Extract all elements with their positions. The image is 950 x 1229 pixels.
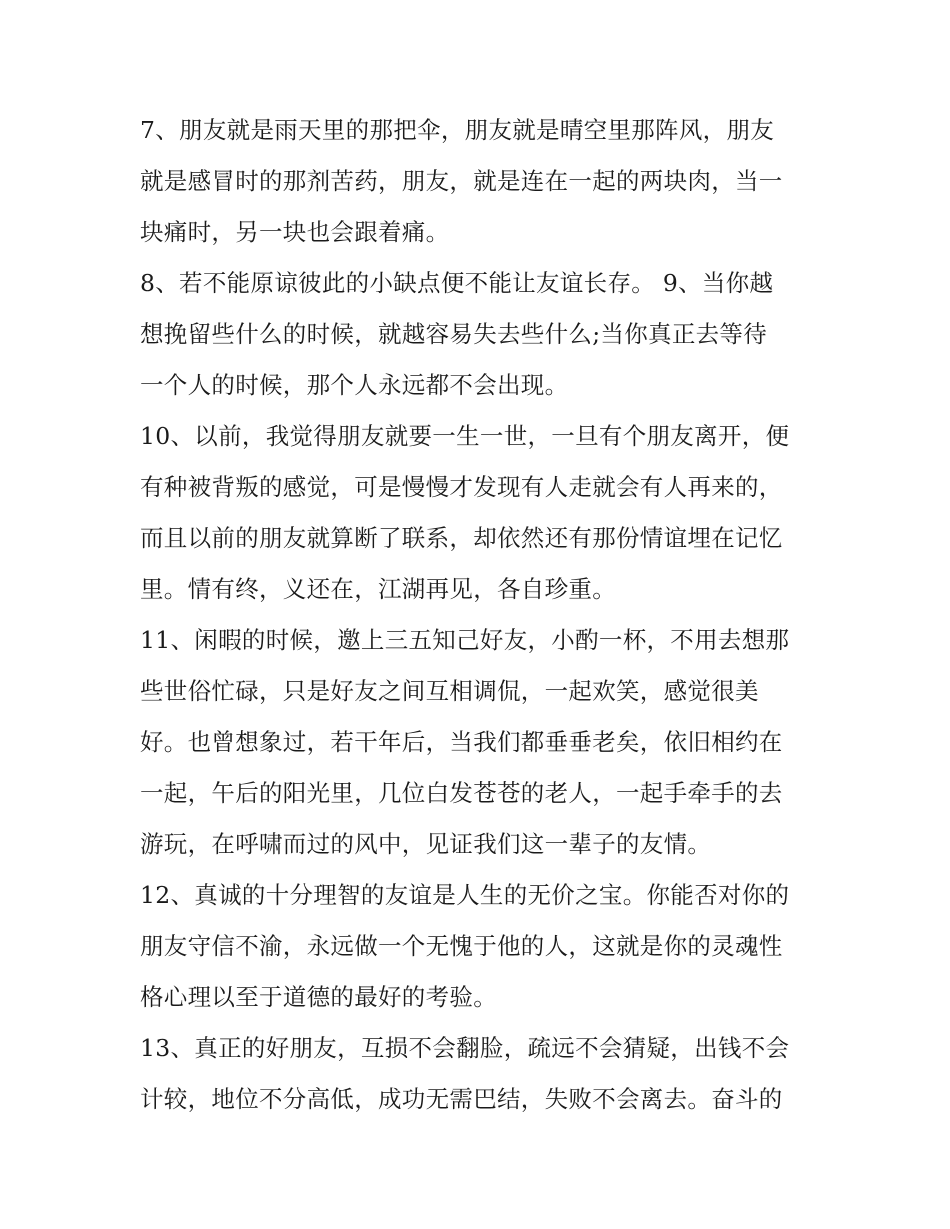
- text-line: 7、朋友就是雨天里的那把伞，朋友就是晴空里那阵风，朋友: [140, 116, 775, 144]
- paragraph-10: [140, 411, 815, 615]
- paragraph-8-9: [140, 258, 815, 411]
- text-line: 一个人的时候，那个人永远都不会出现。: [140, 371, 569, 399]
- text-line: 块痛时，另一块也会跟着痛。: [140, 218, 450, 246]
- text-line: 些世俗忙碌，只是好友之间互相调侃，一起欢笑，感觉很美: [140, 677, 759, 705]
- text-line: 朋友守信不渝，永远做一个无愧于他的人，这就是你的灵魂性: [140, 932, 783, 960]
- text-line: 而且以前的朋友就算断了联系，却依然还有那份情谊埋在记忆: [140, 524, 783, 552]
- text-line: 里。情有终，义还在，江湖再见，各自珍重。: [140, 575, 616, 603]
- paragraph-7: [140, 105, 815, 258]
- text-line: 8、若不能原谅彼此的小缺点便不能让友谊长存。 9、当你越: [140, 269, 774, 297]
- text-line: 就是感冒时的那剂苦药，朋友，就是连在一起的两块肉，当一: [140, 167, 783, 195]
- text-line: 一起，午后的阳光里，几位白发苍苍的老人，一起手牵手的去: [140, 779, 783, 807]
- text-line: 计较，地位不分高低，成功无需巴结，失败不会离去。奋斗的: [140, 1085, 783, 1113]
- text-line: 11、闲暇的时候，邀上三五知己好友，小酌一杯，不用去想那: [140, 626, 790, 654]
- paragraph-11: [140, 615, 815, 870]
- text-line: 10、以前，我觉得朋友就要一生一世，一旦有个朋友离开，便: [140, 422, 790, 450]
- text-line: 有种被背叛的感觉，可是慢慢才发现有人走就会有人再来的，: [140, 473, 783, 501]
- paragraph-12: [140, 870, 815, 1023]
- text-line: 13、真正的好朋友，互损不会翻脸，疏远不会猜疑，出钱不会: [140, 1034, 790, 1062]
- document-body: [140, 105, 815, 1125]
- paragraph-13: [140, 1023, 815, 1125]
- text-line: 12、真诚的十分理智的友谊是人生的无价之宝。你能否对你的: [140, 881, 790, 909]
- text-line: 好。也曾想象过，若干年后，当我们都垂垂老矣，依旧相约在: [140, 728, 783, 756]
- text-line: 想挽留些什么的时候，就越容易失去些什么;当你真正去等待: [140, 320, 768, 348]
- text-line: 游玩，在呼啸而过的风中，见证我们这一辈子的友情。: [140, 830, 712, 858]
- text-line: 格心理以至于道德的最好的考验。: [140, 983, 497, 1011]
